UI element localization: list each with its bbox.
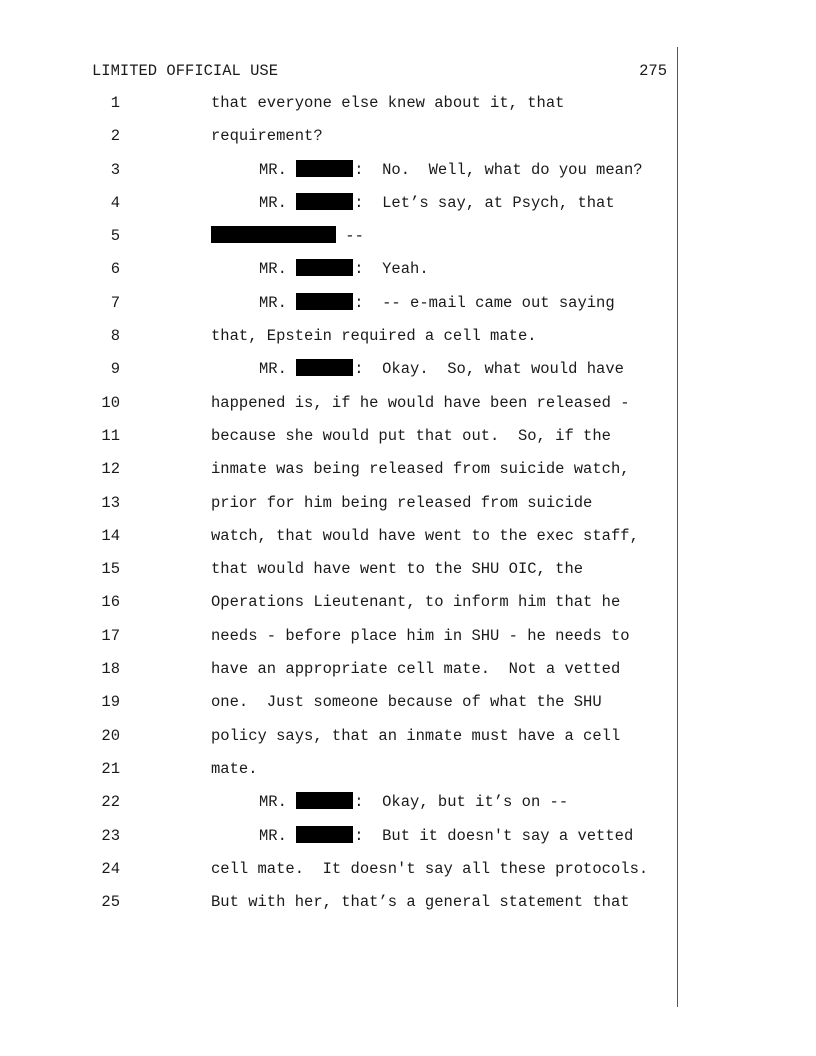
line-number: 23 (101, 826, 120, 845)
transcript-line (0, 93, 816, 126)
line-number: 19 (101, 693, 120, 712)
line-text: that, Epstein required a cell mate. (211, 327, 537, 346)
transcript-line (0, 526, 816, 559)
transcript-line (0, 226, 816, 259)
line-number: 18 (101, 660, 120, 679)
line-text: prior for him being released from suicide (211, 493, 593, 512)
transcript-line (0, 692, 816, 725)
line-text: have an appropriate cell mate. Not a vetted (211, 660, 621, 679)
line-number: 9 (110, 360, 120, 379)
line-number: 2 (110, 127, 120, 146)
transcript-line (0, 826, 816, 859)
line-text: : Let’s say, at Psych, that (354, 193, 615, 212)
line-number: 5 (110, 227, 120, 246)
redaction-box (211, 226, 336, 243)
transcript-line (0, 726, 816, 759)
transcript-line (0, 126, 816, 159)
transcript-line (0, 193, 816, 226)
redaction-box (296, 293, 353, 310)
transcript-line (0, 293, 816, 326)
transcript-line (0, 359, 816, 392)
line-number: 17 (101, 626, 120, 645)
speaker-prefix: MR. (259, 260, 287, 279)
redaction-box (296, 193, 353, 210)
line-number: 6 (110, 260, 120, 279)
redaction-box (296, 160, 353, 177)
line-text: : Yeah. (354, 260, 429, 279)
speaker-line (259, 826, 633, 846)
line-number: 3 (110, 160, 120, 179)
speaker-line (211, 226, 364, 246)
transcript-line (0, 393, 816, 426)
transcript-line (0, 792, 816, 825)
line-text: : No. Well, what do you mean? (354, 160, 643, 179)
line-text: happened is, if he would have been released - (211, 393, 630, 412)
line-text: requirement? (211, 127, 323, 146)
redaction-box (296, 259, 353, 276)
transcript-line (0, 459, 816, 492)
transcript-line (0, 626, 816, 659)
transcript-line (0, 426, 816, 459)
line-text: mate. (211, 759, 258, 778)
speaker-line (259, 193, 615, 213)
classification-header: LIMITED OFFICIAL USE (92, 62, 279, 80)
speaker-prefix: MR. (259, 293, 287, 312)
speaker-prefix: MR. (259, 360, 287, 379)
line-text: policy says, that an inmate must have a cell (211, 726, 621, 745)
speaker-prefix: MR. (259, 160, 287, 179)
speaker-line (259, 792, 568, 812)
line-text: needs - before place him in SHU - he needs to (211, 626, 630, 645)
line-number: 14 (101, 526, 120, 545)
line-text: because she would put that out. So, if the (211, 426, 611, 445)
redaction-box (296, 359, 353, 376)
line-text: : Okay. So, what would have (354, 360, 624, 379)
line-text: cell mate. It doesn't say all these protocols. (211, 859, 649, 878)
speaker-prefix: MR. (259, 793, 287, 812)
speaker-line (259, 293, 615, 313)
line-number: 7 (110, 293, 120, 312)
line-text: : Okay, but it’s on -- (354, 793, 569, 812)
line-number: 24 (101, 859, 120, 878)
redaction-box (296, 826, 353, 843)
page-number: 275 (639, 62, 667, 80)
transcript-line (0, 326, 816, 359)
speaker-line (259, 160, 643, 180)
line-number: 20 (101, 726, 120, 745)
line-number: 11 (101, 426, 120, 445)
transcript-line (0, 659, 816, 692)
transcript-line (0, 559, 816, 592)
line-number: 25 (101, 893, 120, 912)
line-number: 1 (110, 94, 120, 112)
line-text: But with her, that’s a general statement that (211, 893, 630, 912)
line-text: : -- e-mail came out saying (354, 293, 615, 312)
transcript-line (0, 859, 816, 892)
line-number: 21 (101, 759, 120, 778)
line-text: that would have went to the SHU OIC, the (211, 560, 584, 579)
transcript-lines (0, 93, 816, 925)
line-number: 15 (101, 560, 120, 579)
transcript-line (0, 759, 816, 792)
line-text: Operations Lieutenant, to inform him that he (211, 593, 621, 612)
transcript-line (0, 592, 816, 625)
transcript-line (0, 493, 816, 526)
line-number: 22 (101, 793, 120, 812)
redaction-box (296, 792, 353, 809)
transcript-line (0, 259, 816, 292)
line-text: watch, that would have went to the exec staff, (211, 526, 639, 545)
line-text: : But it doesn't say a vetted (354, 826, 634, 845)
speaker-prefix: MR. (259, 193, 287, 212)
line-text: one. Just someone because of what the SHU (211, 693, 602, 712)
transcript-line (0, 160, 816, 193)
speaker-prefix: MR. (259, 826, 287, 845)
line-number: 8 (110, 327, 120, 346)
line-number: 4 (110, 193, 120, 212)
line-number: 10 (101, 393, 120, 412)
transcript-line (0, 892, 816, 925)
line-text: that everyone else knew about it, that (211, 94, 565, 112)
line-number: 12 (101, 460, 120, 479)
line-number: 13 (101, 493, 120, 512)
speaker-line (259, 259, 429, 279)
line-number: 16 (101, 593, 120, 612)
speaker-line (259, 359, 624, 379)
line-text: inmate was being released from suicide watch, (211, 460, 630, 479)
line-text: -- (336, 227, 364, 246)
